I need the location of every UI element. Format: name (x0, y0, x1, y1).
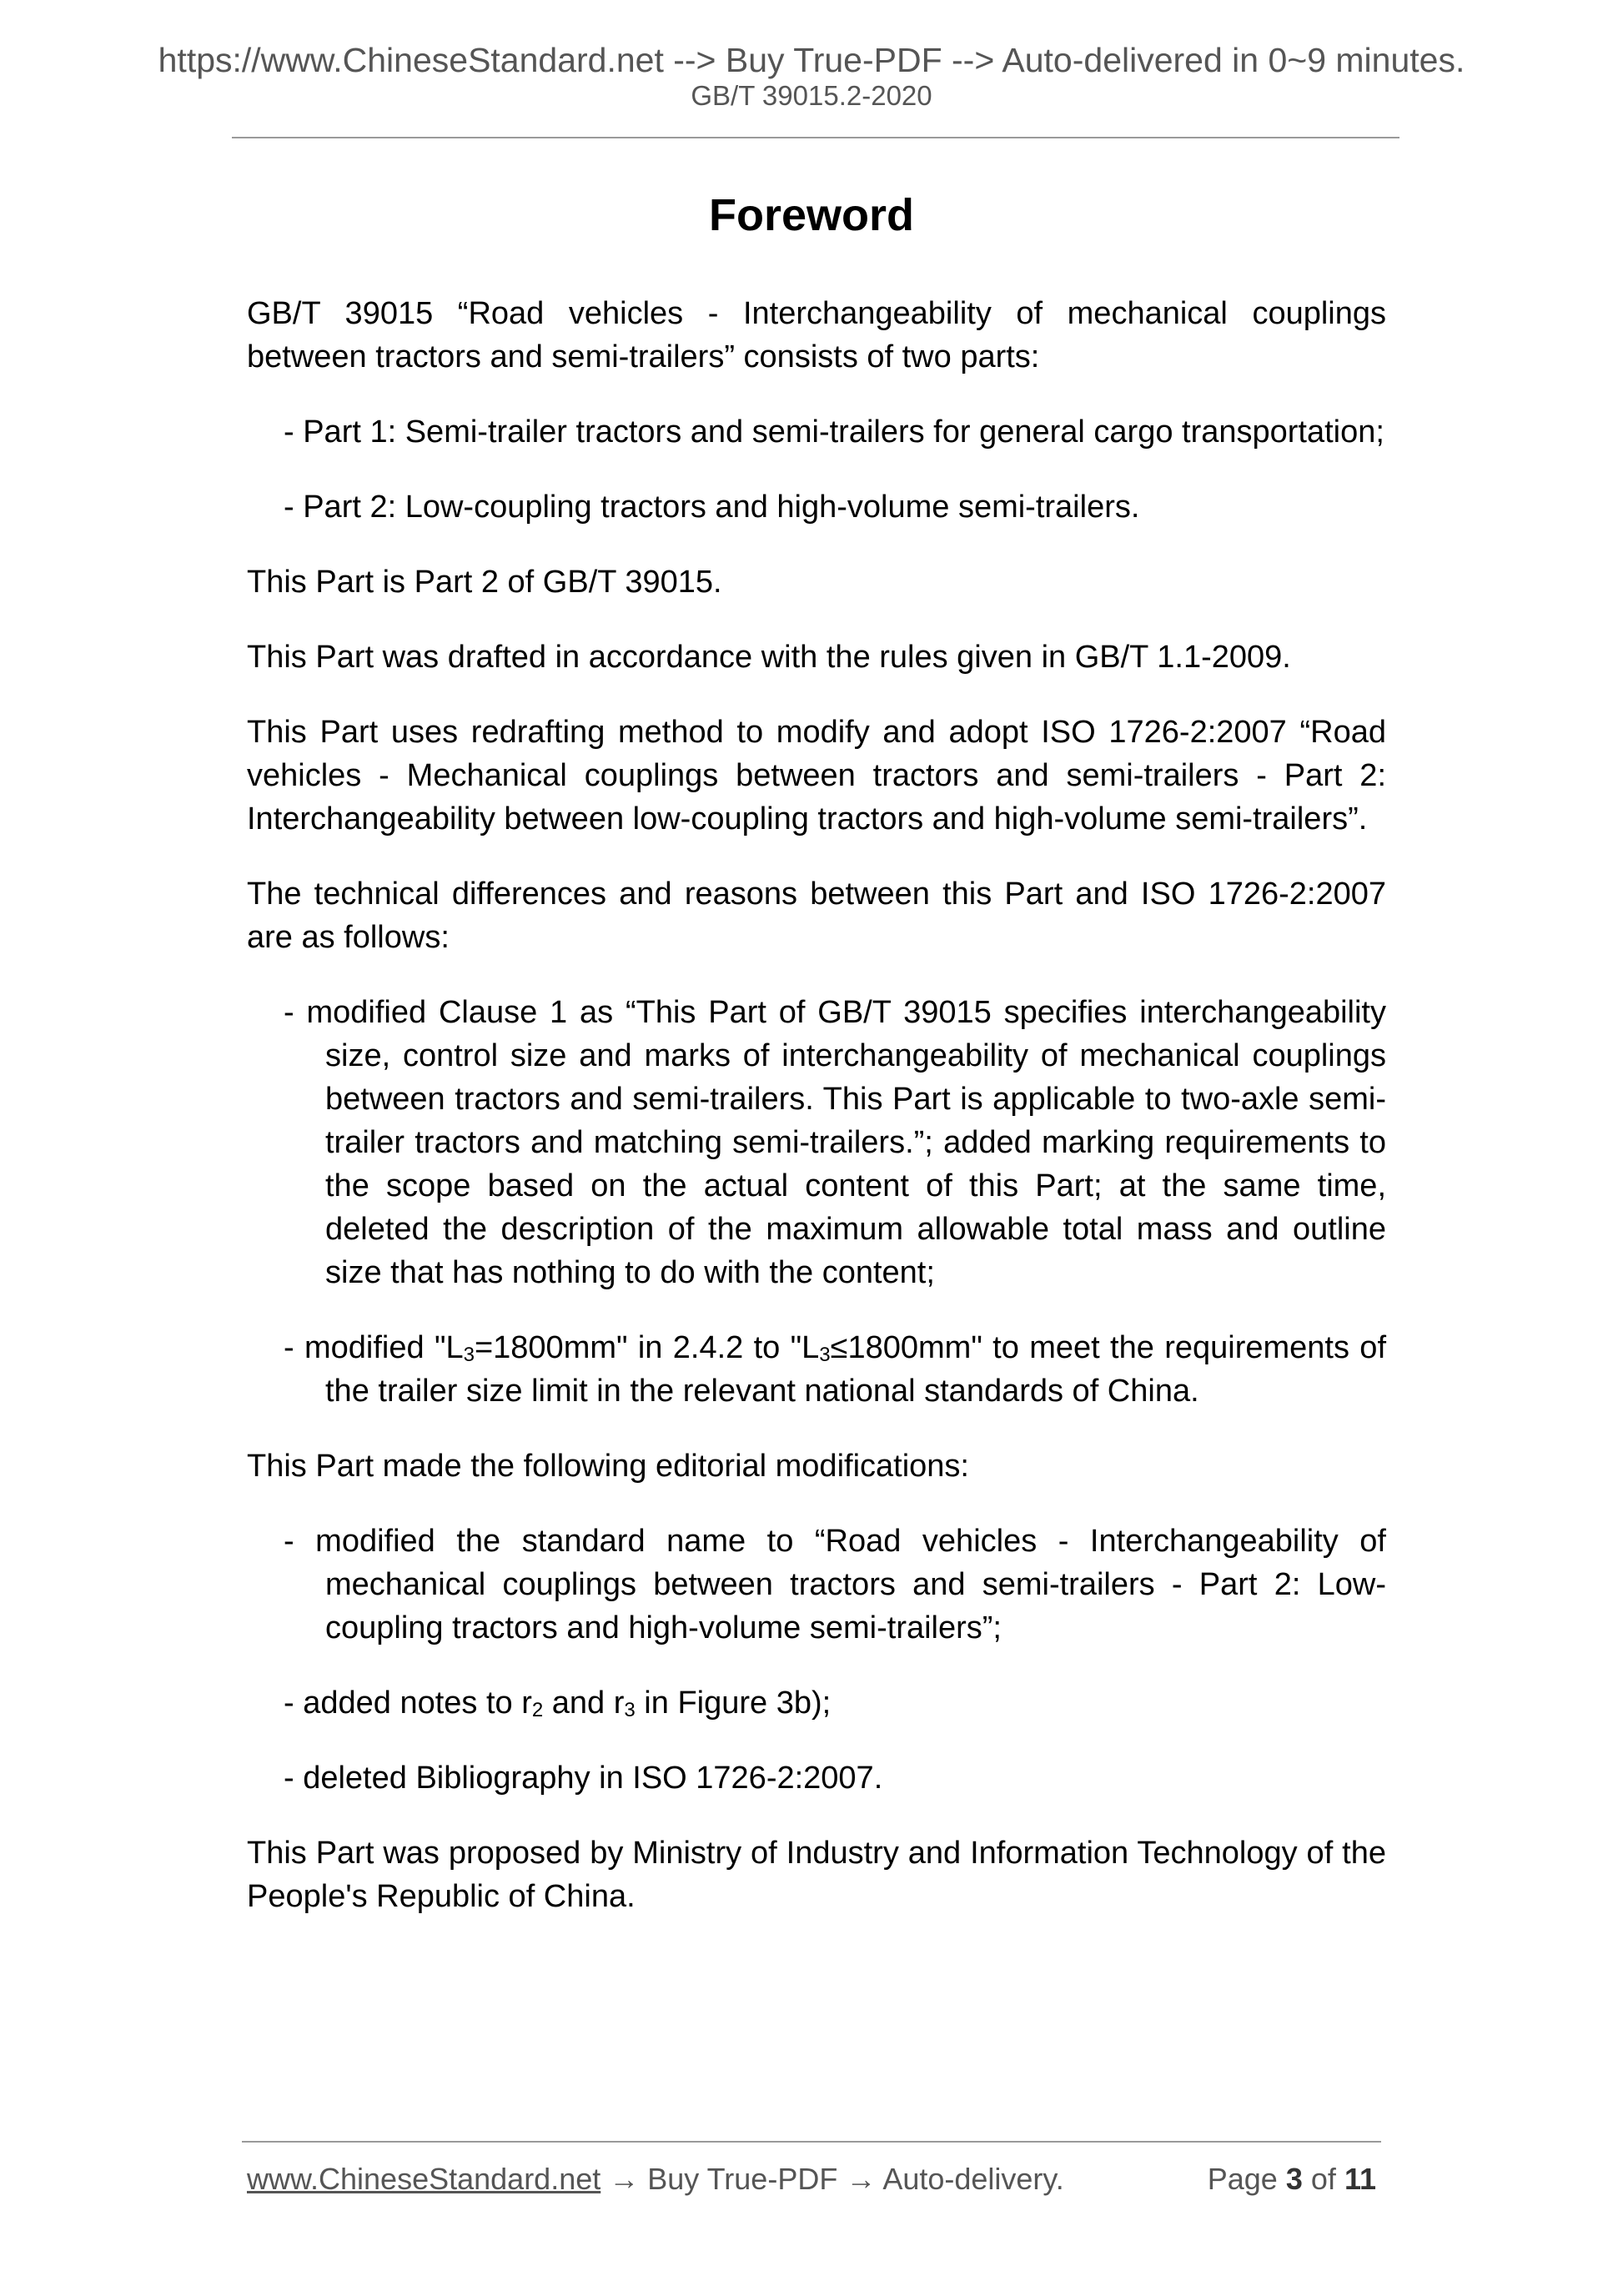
list-item-part-1: - Part 1: Semi-trailer tractors and semi-trailers for general cargo transportation; (284, 414, 1384, 450)
page-number: 3 (1285, 2162, 1303, 2196)
page-indicator (1208, 2164, 1376, 2194)
source-banner: https://www.ChineseStandard.net --> Buy True-PDF --> Auto-delivered in 0~9 minutes. (158, 41, 1465, 79)
paragraph-editorial: This Part made the following editorial modifications: (247, 1449, 969, 1484)
paragraph-technical-differences: The technical differences and reasons between this Part and ISO 1726-2:2007 are as follows: (247, 877, 1386, 955)
paragraph-intro: GB/T 39015 “Road vehicles - Interchangeability of mechanical couplings between tractors and semi-trailers” consists of two parts: (247, 296, 1386, 374)
edit2-subscript-1: 2 (531, 1699, 544, 1721)
footer-tail: → Buy True-PDF → Auto-delivery. (600, 2162, 1064, 2196)
diff2-subscript-1: 3 (463, 1344, 475, 1366)
paragraph-proposed-by: This Part was proposed by Ministry of Industry and Information Technology of the People's Republic of China. (247, 1836, 1386, 1914)
paragraph-part-of: This Part is Part 2 of GB/T 39015. (247, 565, 722, 600)
page-label: Page (1207, 2162, 1278, 2196)
page-total: 11 (1344, 2162, 1376, 2196)
diff2-text-c: ≤1800mm" to meet the requirements of the trailer size limit in the relevant national standards of China. (325, 1330, 1386, 1409)
edit2-text-a: - added notes to r (284, 1686, 532, 1721)
edit2-text-b: and r (543, 1686, 625, 1721)
list-item-part-2: - Part 2: Low-coupling tractors and high-volume semi-trailers. (284, 490, 1140, 525)
paragraph-adoption: This Part uses redrafting method to modify and adopt ISO 1726-2:2007 “Road vehicles - Mechanical couplings between tractors and semi-trailers - Part 2: Interchangeability between low-coupling tractors and high-volume semi-trailers”. (247, 715, 1386, 837)
footer-divider (242, 2141, 1381, 2143)
diff2-text-b: =1800mm" in 2.4.2 to "L (474, 1330, 820, 1365)
diff2-text-a: - modified "L (284, 1330, 464, 1365)
page-title: Foreword (708, 190, 914, 240)
footer-source (247, 2164, 1064, 2194)
list-item-difference-1: - modified Clause 1 as “This Part of GB/T 39015 specifies interchangeability size, control size and marks of interchangeability of mechanical couplings between tractors and semi-trailers. This Part is applicable to two-axle semi-trailer tractors and matching semi-trailers.”; added marking requirements to the scope based on the actual content of this Part; at the same time, deleted the description of the maximum allowable total mass and outline size that has nothing to do with the content; (284, 995, 1386, 1290)
edit2-subscript-2: 3 (624, 1699, 636, 1721)
list-item-edit-2 (247, 1681, 1386, 1725)
foreword-body (247, 292, 1386, 1950)
list-item-edit-3: - deleted Bibliography in ISO 1726-2:2007. (284, 1761, 883, 1796)
diff2-subscript-2: 3 (819, 1344, 831, 1366)
edit2-text-c: in Figure 3b); (635, 1686, 832, 1721)
footer-link[interactable]: www.ChineseStandard.net (247, 2162, 601, 2196)
paragraph-drafting-rules: This Part was drafted in accordance with the rules given in GB/T 1.1-2009. (247, 640, 1291, 675)
list-item-edit-1: - modified the standard name to “Road vehicles - Interchangeability of mechanical couplings between tractors and semi-trailers - Part 2: Low-coupling tractors and high-volume semi-trailers”; (284, 1524, 1386, 1645)
header-divider (232, 137, 1399, 138)
of-label: of (1310, 2162, 1336, 2196)
list-item-difference-2 (247, 1326, 1386, 1413)
document-id: GB/T 39015.2-2020 (691, 80, 932, 111)
